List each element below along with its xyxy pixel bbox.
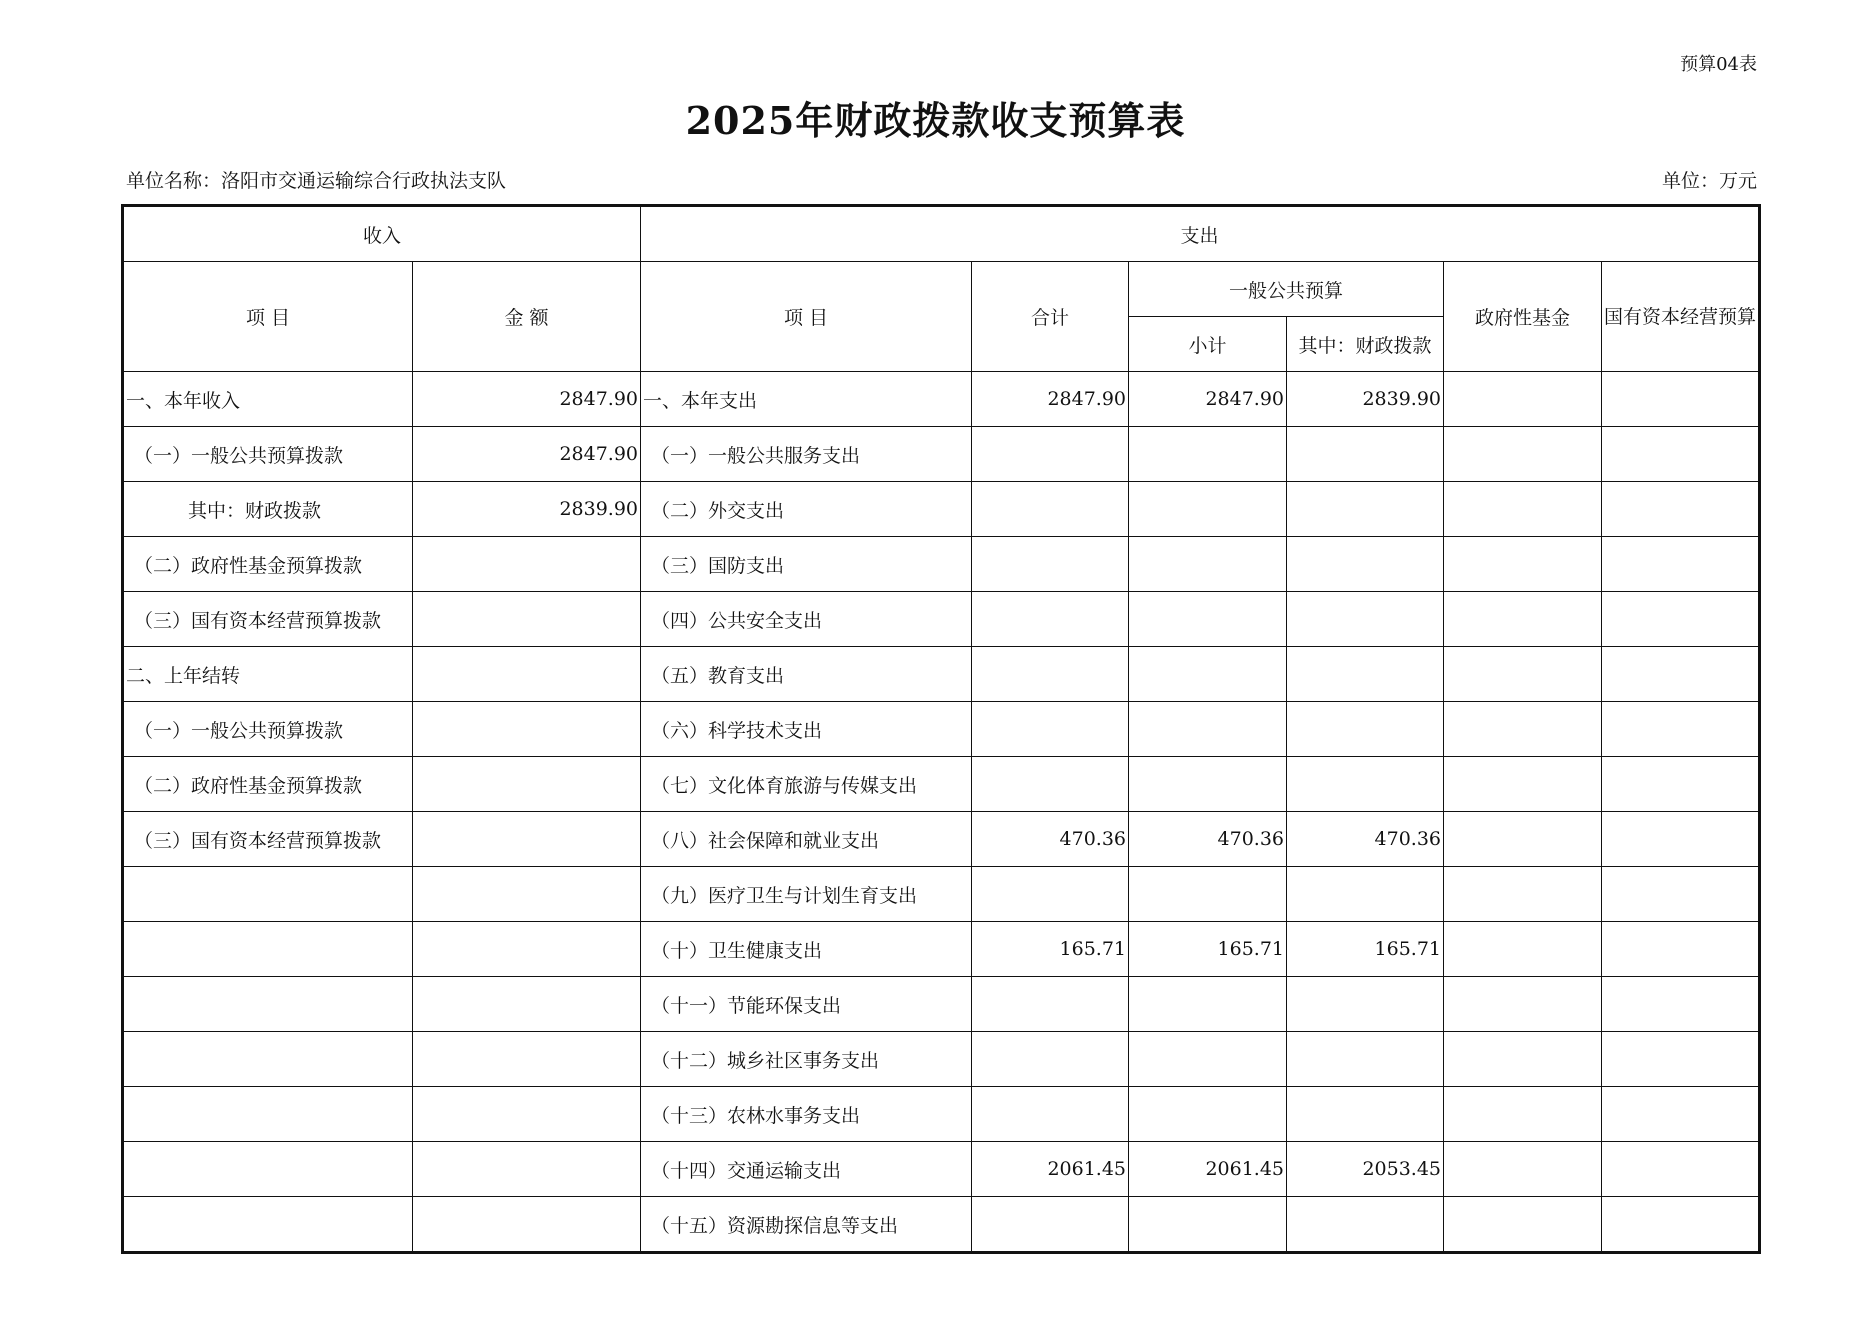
subtotal-cell: 2847.90	[1129, 372, 1287, 427]
gov-fund-cell	[1444, 427, 1602, 482]
income-amount-cell	[413, 867, 641, 922]
fiscal-cell	[1287, 537, 1444, 592]
state-capital-cell	[1602, 977, 1760, 1032]
total-cell	[972, 537, 1129, 592]
gov-fund-cell	[1444, 1197, 1602, 1253]
subtotal-cell	[1129, 592, 1287, 647]
total-cell	[972, 647, 1129, 702]
fiscal-cell	[1287, 427, 1444, 482]
fiscal-cell: 2839.90	[1287, 372, 1444, 427]
income-item-cell	[123, 1197, 413, 1253]
income-header: 收入	[123, 206, 641, 262]
total-cell: 2847.90	[972, 372, 1129, 427]
table-row	[123, 1197, 1760, 1253]
table-row	[123, 1032, 1760, 1087]
expense-item-cell: （十四）交通运输支出	[641, 1142, 972, 1197]
income-amount-cell: 2847.90	[413, 427, 641, 482]
gov-fund-cell	[1444, 537, 1602, 592]
income-amount-cell	[413, 1032, 641, 1087]
table-row	[123, 537, 1760, 592]
fiscal-cell	[1287, 647, 1444, 702]
expense-item-cell: （十五）资源勘探信息等支出	[641, 1197, 972, 1253]
expense-item-cell: （七）文化体育旅游与传媒支出	[641, 757, 972, 812]
fiscal-cell	[1287, 757, 1444, 812]
total-cell	[972, 1032, 1129, 1087]
gov-fund-cell	[1444, 977, 1602, 1032]
gov-fund-cell	[1444, 1087, 1602, 1142]
subtotal-cell	[1129, 482, 1287, 537]
expense-item-cell: （二）外交支出	[641, 482, 972, 537]
general-budget-header: 一般公共预算	[1129, 262, 1444, 317]
expense-item-cell: （九）医疗卫生与计划生育支出	[641, 867, 972, 922]
income-amount-cell: 2839.90	[413, 482, 641, 537]
gov-fund-cell	[1444, 757, 1602, 812]
state-capital-cell	[1602, 372, 1760, 427]
subtotal-cell	[1129, 977, 1287, 1032]
table-row	[123, 647, 1760, 702]
table-row	[123, 702, 1760, 757]
gov-fund-cell	[1444, 867, 1602, 922]
total-cell: 2061.45	[972, 1142, 1129, 1197]
fiscal-header: 其中：财政拨款	[1287, 317, 1444, 372]
form-number: 预算04表	[1680, 54, 1757, 75]
gov-fund-cell	[1444, 812, 1602, 867]
income-item-cell: （二）政府性基金预算拨款	[123, 757, 413, 812]
income-amount-cell	[413, 1197, 641, 1253]
fiscal-cell	[1287, 1087, 1444, 1142]
income-amount-cell	[413, 812, 641, 867]
budget-table	[121, 204, 1761, 1254]
table-row	[123, 372, 1760, 427]
income-amount-cell: 2847.90	[413, 372, 641, 427]
expense-item-cell: （十一）节能环保支出	[641, 977, 972, 1032]
income-amount-cell	[413, 922, 641, 977]
state-capital-cell	[1602, 1087, 1760, 1142]
expense-item-cell: （三）国防支出	[641, 537, 972, 592]
income-item-cell: 二、上年结转	[123, 647, 413, 702]
total-cell	[972, 702, 1129, 757]
fiscal-cell	[1287, 1032, 1444, 1087]
income-item-cell: 一、本年收入	[123, 372, 413, 427]
gov-fund-cell	[1444, 922, 1602, 977]
gov-fund-cell	[1444, 1032, 1602, 1087]
expense-item-cell: （十二）城乡社区事务支出	[641, 1032, 972, 1087]
header-row-1	[123, 206, 1760, 262]
total-cell	[972, 757, 1129, 812]
table-row	[123, 427, 1760, 482]
total-cell	[972, 1087, 1129, 1142]
fiscal-cell: 2053.45	[1287, 1142, 1444, 1197]
income-amount-cell	[413, 757, 641, 812]
table-row	[123, 1087, 1760, 1142]
gov-fund-cell	[1444, 372, 1602, 427]
subtotal-cell	[1129, 1087, 1287, 1142]
subtotal-header: 小计	[1129, 317, 1287, 372]
gov-fund-cell	[1444, 647, 1602, 702]
income-amount-cell	[413, 702, 641, 757]
total-cell	[972, 1197, 1129, 1253]
income-item-cell: （二）政府性基金预算拨款	[123, 537, 413, 592]
total-cell	[972, 867, 1129, 922]
income-item-cell	[123, 1142, 413, 1197]
gov-fund-cell	[1444, 1142, 1602, 1197]
income-item-cell: （一）一般公共预算拨款	[123, 702, 413, 757]
income-item-cell: （三）国有资本经营预算拨款	[123, 812, 413, 867]
subtotal-cell	[1129, 702, 1287, 757]
total-cell: 470.36	[972, 812, 1129, 867]
subtotal-cell	[1129, 1032, 1287, 1087]
gov-fund-cell	[1444, 592, 1602, 647]
expense-header: 支出	[641, 206, 1760, 262]
total-cell	[972, 592, 1129, 647]
income-amount-cell	[413, 647, 641, 702]
fiscal-cell	[1287, 977, 1444, 1032]
fiscal-cell: 470.36	[1287, 812, 1444, 867]
state-capital-cell	[1602, 922, 1760, 977]
gov-fund-cell	[1444, 702, 1602, 757]
expense-item-cell: （十）卫生健康支出	[641, 922, 972, 977]
expense-item-cell: （四）公共安全支出	[641, 592, 972, 647]
currency-unit: 单位：万元	[1661, 170, 1757, 192]
table-row	[123, 922, 1760, 977]
state-capital-cell	[1602, 482, 1760, 537]
income-amount-cell	[413, 1087, 641, 1142]
state-capital-header: 国有资本经营预算	[1602, 262, 1760, 372]
expense-item-cell: （八）社会保障和就业支出	[641, 812, 972, 867]
table-row	[123, 592, 1760, 647]
page-title: 2025年财政拨款收支预算表	[685, 98, 1186, 143]
expense-item-cell: （六）科学技术支出	[641, 702, 972, 757]
state-capital-cell	[1602, 427, 1760, 482]
fiscal-cell	[1287, 1197, 1444, 1253]
subtotal-cell	[1129, 427, 1287, 482]
subtotal-cell	[1129, 647, 1287, 702]
total-header: 合计	[972, 262, 1129, 372]
income-item-cell	[123, 867, 413, 922]
state-capital-cell	[1602, 1197, 1760, 1253]
table-row	[123, 482, 1760, 537]
expense-item-cell: （十三）农林水事务支出	[641, 1087, 972, 1142]
expense-item-cell: （一）一般公共服务支出	[641, 427, 972, 482]
state-capital-cell	[1602, 592, 1760, 647]
income-amount-cell	[413, 977, 641, 1032]
state-capital-cell	[1602, 757, 1760, 812]
total-cell: 165.71	[972, 922, 1129, 977]
subtotal-cell	[1129, 757, 1287, 812]
income-item-cell: （一）一般公共预算拨款	[123, 427, 413, 482]
subtotal-cell	[1129, 867, 1287, 922]
state-capital-cell	[1602, 867, 1760, 922]
state-capital-cell	[1602, 702, 1760, 757]
subtotal-cell: 2061.45	[1129, 1142, 1287, 1197]
expense-item-cell: （五）教育支出	[641, 647, 972, 702]
state-capital-cell	[1602, 537, 1760, 592]
state-capital-cell	[1602, 812, 1760, 867]
fiscal-cell	[1287, 592, 1444, 647]
gov-fund-header: 政府性基金	[1444, 262, 1602, 372]
total-cell	[972, 427, 1129, 482]
income-item-cell	[123, 922, 413, 977]
table-row	[123, 812, 1760, 867]
gov-fund-cell	[1444, 482, 1602, 537]
fiscal-cell: 165.71	[1287, 922, 1444, 977]
income-amount-cell	[413, 1142, 641, 1197]
table-row	[123, 757, 1760, 812]
fiscal-cell	[1287, 867, 1444, 922]
subtotal-cell	[1129, 1197, 1287, 1253]
income-item-cell: 其中：财政拨款	[123, 482, 413, 537]
income-item-cell	[123, 1032, 413, 1087]
subtotal-cell: 470.36	[1129, 812, 1287, 867]
state-capital-cell	[1602, 1142, 1760, 1197]
total-cell	[972, 482, 1129, 537]
state-capital-cell	[1602, 647, 1760, 702]
income-item-cell	[123, 977, 413, 1032]
income-amount-header: 金 额	[413, 262, 641, 372]
income-item-cell	[123, 1087, 413, 1142]
unit-name: 单位名称：洛阳市交通运输综合行政执法支队	[126, 170, 507, 192]
fiscal-cell	[1287, 482, 1444, 537]
total-cell	[972, 977, 1129, 1032]
expense-item-header: 项 目	[641, 262, 972, 372]
income-item-header: 项 目	[123, 262, 413, 372]
state-capital-cell	[1602, 1032, 1760, 1087]
income-item-cell: （三）国有资本经营预算拨款	[123, 592, 413, 647]
income-amount-cell	[413, 537, 641, 592]
subtotal-cell	[1129, 537, 1287, 592]
income-amount-cell	[413, 592, 641, 647]
expense-item-cell: 一、本年支出	[641, 372, 972, 427]
fiscal-cell	[1287, 702, 1444, 757]
table-row	[123, 867, 1760, 922]
table-row	[123, 1142, 1760, 1197]
table-row	[123, 977, 1760, 1032]
subtotal-cell: 165.71	[1129, 922, 1287, 977]
header-row-2	[123, 262, 1760, 317]
